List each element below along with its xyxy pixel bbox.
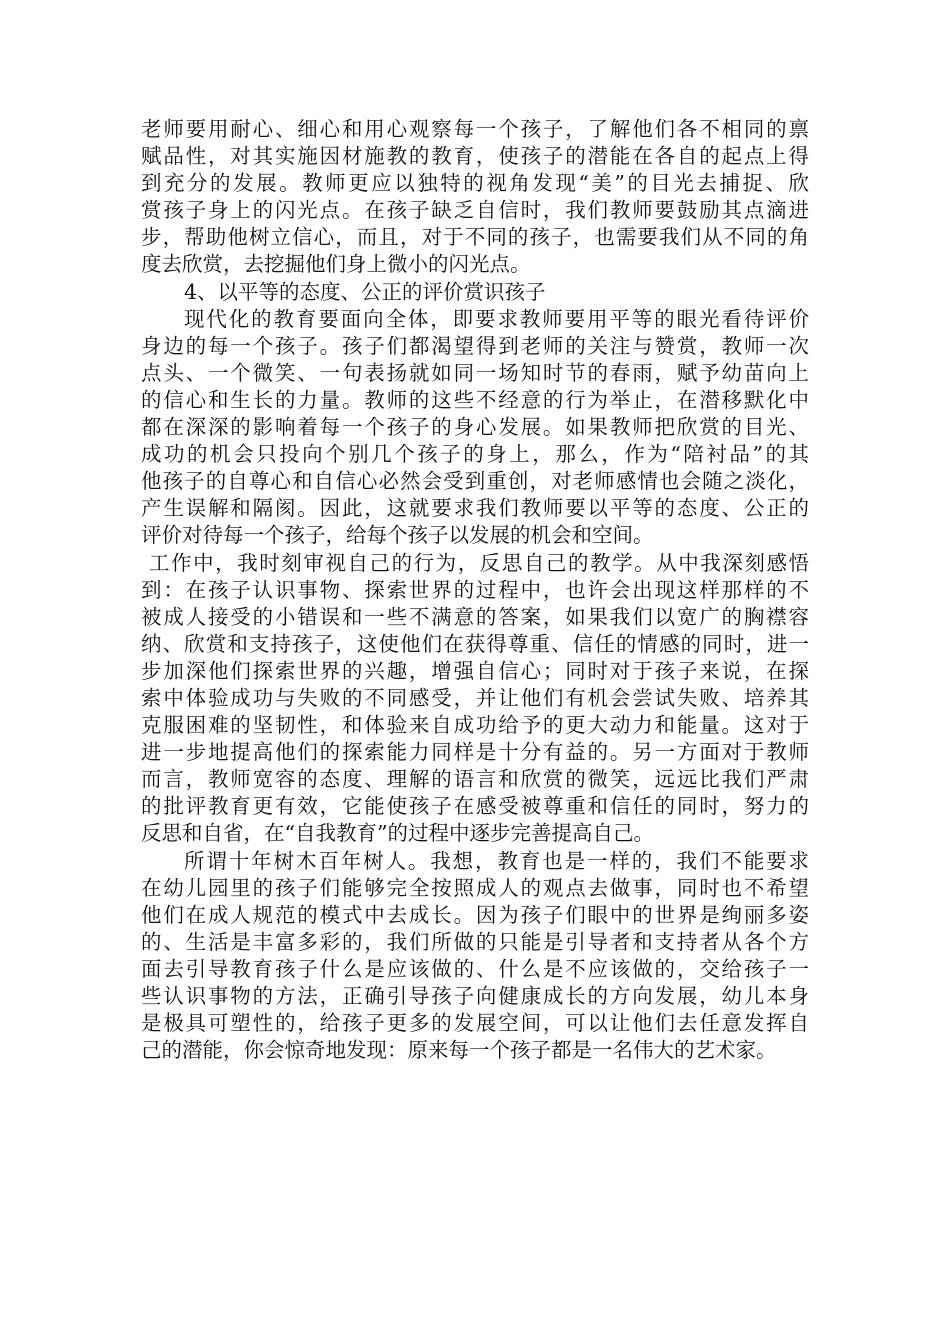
text-line: 赋品性，对其实施因材施教的教育，使孩子的潜能在各自的起点上得 (141, 144, 809, 169)
text-line: 到：在孩子认识事物、探索世界的过程中，也许会出现这样那样的不 (141, 577, 809, 602)
text-line: 到充分的发展。教师更应以独特的视角发现“美”的目光去捕捉、欣 (141, 171, 809, 196)
text-line: 的信心和生长的力量。教师的这些不经意的行为举止，在潜移默化中 (141, 387, 809, 412)
text-line: 所谓十年树木百年树人。我想，教育也是一样的，我们不能要求 (184, 848, 809, 873)
text-line: 度去欣赏，去挖掘他们身上微小的闪光点。 (141, 252, 531, 277)
text-line: 克服困难的坚韧性，和体验来自成功给予的更大动力和能量。这对于 (141, 713, 809, 738)
text-line: 步加深他们探索世界的兴趣，增强自信心；同时对于孩子来说，在探 (141, 658, 809, 683)
text-line: 被成人接受的小错误和一些不满意的答案，如果我们以宽广的胸襟容 (141, 604, 809, 629)
text-line: 己的潜能，你会惊奇地发现：原来每一个孩子都是一名伟大的艺术家。 (141, 1038, 777, 1063)
text-line: 的批评教育更有效，它能使孩子在感受被尊重和信任的同时，努力的 (141, 794, 809, 819)
text-line: 点头、一个微笑、一句表扬就如同一场知时节的春雨，赋予幼苗向上 (141, 360, 809, 385)
text-line: 老师要用耐心、细心和用心观察每一个孩子，了解他们各不相同的禀 (141, 117, 809, 141)
text-line: 反思和自省，在“自我教育”的过程中逐步完善提高自己。 (141, 821, 654, 846)
text-line: 是极具可塑性的，给孩子更多的发展空间，可以让他们去任意发挥自 (141, 1011, 809, 1036)
text-line: 索中体验成功与失败的不同感受，并让他们有机会尝试失败、培养其 (141, 685, 809, 710)
text-line: 身边的每一个孩子。孩子们都渴望得到老师的关注与赞赏，教师一次 (141, 333, 809, 358)
text-line: 评价对待每一个孩子，给每个孩子以发展的机会和空间。 (141, 523, 654, 548)
text-line: 而言，教师宽容的态度、理解的语言和欣赏的微笑，远远比我们严肃 (141, 767, 809, 792)
text-line: 他孩子的自尊心和自信心必然会受到重创，对老师感情也会随之淡化， (141, 469, 809, 494)
section-heading: 4、以平等的态度、公正的评价赏识孩子 (184, 279, 546, 304)
body-text (141, 116, 809, 1064)
text-line: 在幼儿园里的孩子们能够完全按照成人的观点去做事，同时也不希望 (141, 875, 809, 900)
text-line: 都在深深的影响着每一个孩子的身心发展。如果教师把欣赏的目光、 (141, 415, 809, 440)
text-line: 面去引导教育孩子什么是应该做的、什么是不应该做的，交给孩子一 (141, 956, 809, 981)
text-line: 他们在成人规范的模式中去成长。因为孩子们眼中的世界是绚丽多姿 (141, 902, 809, 927)
text-line: 成功的机会只投向个别几个孩子的身上，那么，作为“陪衬品”的其 (141, 442, 809, 467)
text-line: 纳、欣赏和支持孩子，这使他们在获得尊重、信任的情感的同时，进一 (141, 631, 809, 656)
text-line: 产生误解和隔阂。因此，这就要求我们教师要以平等的态度、公正的 (141, 496, 809, 521)
text-line: 些认识事物的方法，正确引导孩子向健康成长的方向发展，幼儿本身 (141, 984, 809, 1008)
text-line: 进一步地提高他们的探索能力同样是十分有益的。另一方面对于教师 (141, 740, 809, 765)
text-line: 工作中，我时刻审视自己的行为，反思自己的教学。从中我深刻感悟 (149, 550, 809, 575)
text-line: 现代化的教育要面向全体，即要求教师要用平等的眼光看待评价 (184, 306, 809, 331)
text-line: 赏孩子身上的闪光点。在孩子缺乏自信时，我们教师要鼓励其点滴进 (141, 198, 809, 223)
text-line: 的、生活是丰富多彩的，我们所做的只能是引导者和支持者从各个方 (141, 929, 809, 954)
text-line: 步，帮助他树立信心，而且，对于不同的孩子，也需要我们从不同的角 (141, 225, 809, 250)
